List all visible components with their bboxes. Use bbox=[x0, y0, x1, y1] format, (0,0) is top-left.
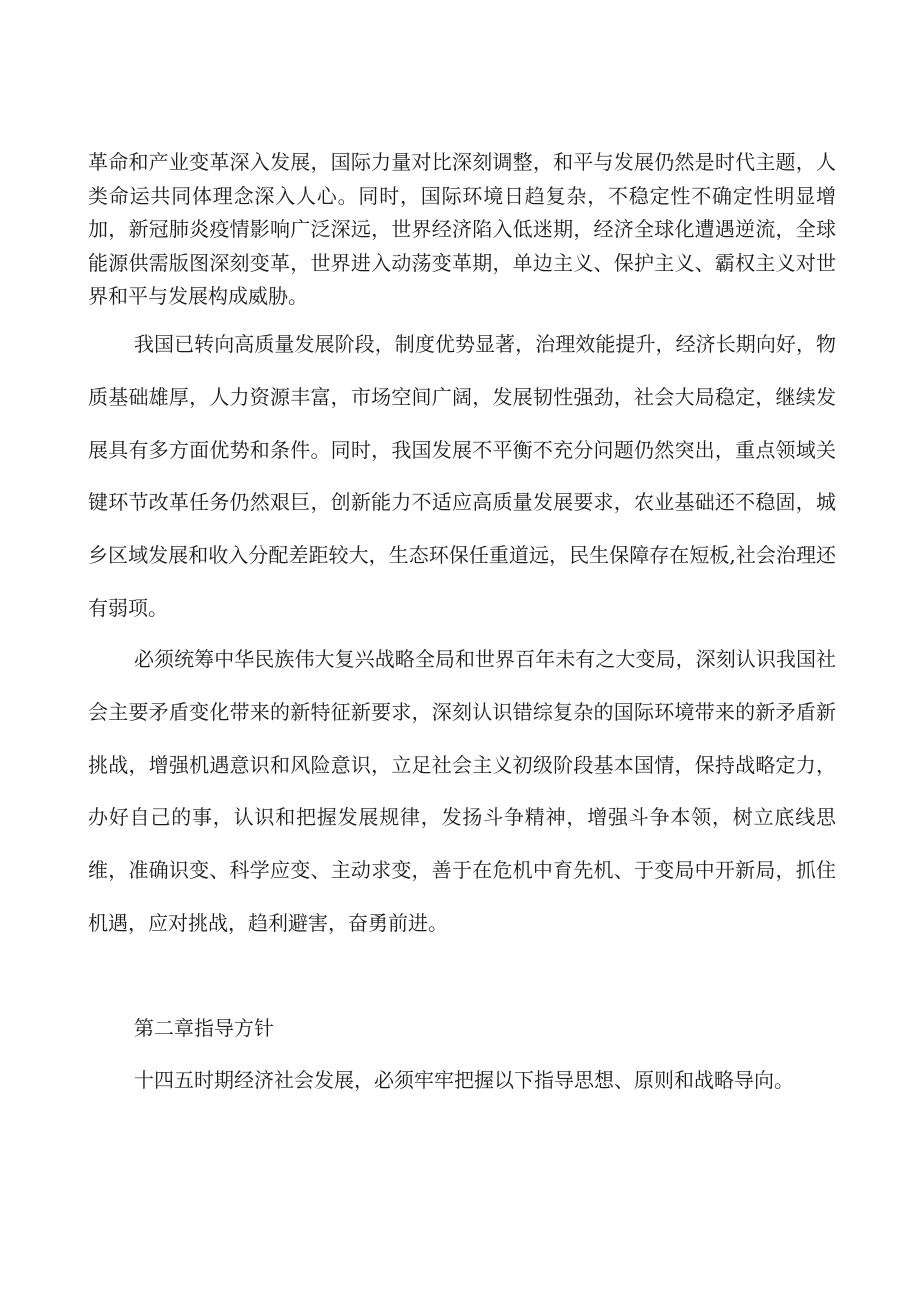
paragraph-global-situation: 革命和产业变革深入发展，国际力量对比深刻调整，和平与发展仍然是时代主题，人类命运共同体理念深入人心。同时，国际环境日趋复杂，不稳定性不确定性明显增加，新冠肺炎疫情影响广泛深远，世界经济陷入低迷期，经济全球化遭遇逆流，全球能源供需版图深刻变革，世界进入动荡变革期，单边主义、保护主义、霸权主义对世界和平与发展构成威胁。 bbox=[88, 150, 836, 308]
paragraph-guiding-principles-intro: 十四五时期经济社会发展，必须牢牢把握以下指导思想、原则和战略导向。 bbox=[134, 1068, 794, 1092]
paragraph-domestic-situation: 我国已转向高质量发展阶段，制度优势显著，治理效能提升，经济长期向好，物质基础雄厚，人力资源丰富，市场空间广阔，发展韧性强劲，社会大局稳定，继续发展具有多方面优势和条件。同时，我国发展不平衡不充分问题仍然突出，重点领域关键环节改革任务仍然艰巨，创新能力不适应高质量发展要求，农业基础还不稳固，城乡区域发展和收入分配差距较大，生态环保任重道远，民生保障存在短板,社会治理还有弱项。 bbox=[88, 332, 836, 620]
chapter-heading: 第二章指导方针 bbox=[134, 1016, 274, 1040]
paragraph-strategic-requirements: 必须统筹中华民族伟大复兴战略全局和世界百年未有之大变局，深刻认识我国社会主要矛盾变化带来的新特征新要求，深刻认识错综复杂的国际环境带来的新矛盾新挑战，增强机遇意识和风险意识，立足社会主义初级阶段基本国情，保持战略定力，办好自己的事，认识和把握发展规律，发扬斗争精神，增强斗争本领，树立底线思维，准确识变、科学应变、主动求变，善于在危机中育先机、于变局中开新局，抓住机遇，应对挑战，趋利避害，奋勇前进。 bbox=[88, 647, 836, 935]
